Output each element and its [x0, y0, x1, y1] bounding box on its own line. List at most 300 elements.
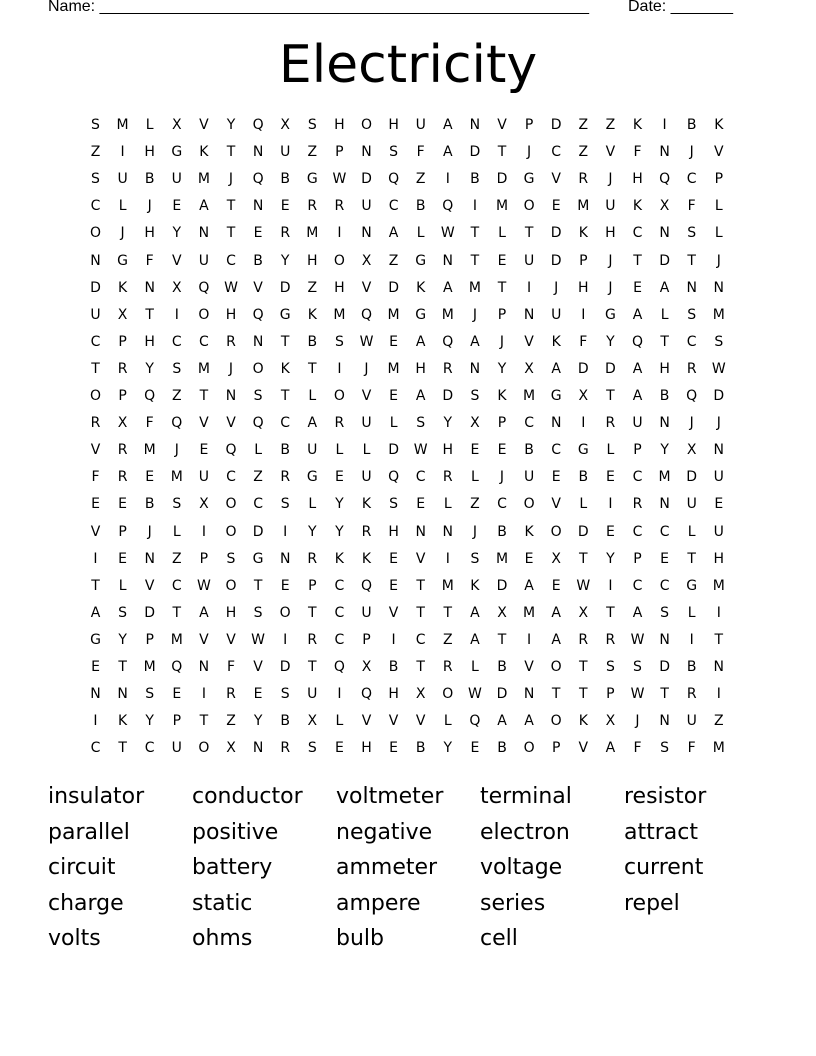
- grid-letter: N: [713, 279, 725, 296]
- word-bank-item: positive: [192, 819, 279, 845]
- grid-letter: T: [308, 360, 317, 377]
- grid-letter: E: [389, 333, 399, 350]
- grid-letter: X: [659, 198, 670, 215]
- grid-letter: K: [551, 333, 561, 350]
- grid-letter: G: [171, 144, 183, 161]
- grid-letter: L: [660, 306, 669, 323]
- grid-letter: E: [91, 659, 100, 675]
- grid-letter: V: [578, 740, 589, 757]
- grid-letter: L: [389, 415, 398, 432]
- grid-letter: H: [144, 225, 155, 242]
- grid-letter: L: [443, 496, 452, 513]
- grid-letter: T: [308, 604, 317, 621]
- grid-letter: U: [361, 604, 372, 621]
- grid-letter: W: [413, 442, 428, 459]
- grid-letter: U: [632, 415, 643, 432]
- grid-letter: M: [523, 388, 536, 404]
- grid-letter: E: [389, 577, 399, 594]
- grid-letter: H: [415, 360, 426, 377]
- grid-row: [82, 491, 742, 518]
- grid-letter: U: [523, 469, 535, 486]
- grid-letter: I: [201, 523, 206, 540]
- grid-letter: B: [686, 117, 697, 133]
- grid-letter: Y: [660, 442, 669, 459]
- grid-letter: F: [579, 333, 588, 350]
- grid-letter: J: [364, 360, 369, 377]
- grid-letter: Z: [578, 117, 589, 133]
- grid-letter: L: [714, 225, 723, 242]
- grid-letter: N: [659, 631, 670, 648]
- grid-letter: I: [283, 523, 288, 540]
- grid-letter: S: [172, 360, 182, 377]
- grid-letter: D: [550, 252, 562, 269]
- grid-letter: Y: [443, 740, 453, 757]
- grid-letter: R: [686, 686, 697, 703]
- grid-letter: V: [524, 333, 534, 350]
- grid-letter: Z: [415, 171, 426, 188]
- grid-letter: Q: [198, 279, 210, 296]
- grid-letter: Q: [659, 171, 671, 188]
- grid-letter: T: [118, 740, 127, 757]
- grid-letter: T: [91, 577, 100, 594]
- grid-letter: T: [714, 631, 724, 648]
- grid-letter: B: [497, 659, 507, 675]
- grid-letter: Q: [171, 415, 183, 432]
- grid-letter: R: [226, 686, 236, 703]
- grid-letter: M: [712, 740, 725, 757]
- grid-letter: B: [686, 659, 697, 675]
- grid-letter: O: [550, 659, 562, 675]
- grid-letter: P: [308, 577, 317, 594]
- grid-letter: L: [118, 198, 127, 215]
- grid-letter: N: [252, 333, 264, 350]
- grid-letter: L: [416, 225, 425, 242]
- grid-letter: E: [389, 388, 399, 404]
- grid-letter: O: [198, 740, 210, 757]
- grid-letter: E: [551, 577, 561, 594]
- grid-letter: K: [632, 117, 643, 133]
- grid-letter: K: [416, 279, 426, 296]
- grid-letter: P: [606, 686, 615, 703]
- grid-letter: T: [470, 252, 480, 269]
- grid-letter: P: [497, 306, 507, 323]
- grid-letter: L: [362, 442, 371, 459]
- grid-letter: S: [605, 659, 615, 675]
- grid-letter: D: [605, 360, 616, 377]
- grid-letter: U: [523, 252, 535, 269]
- grid-letter: O: [198, 306, 210, 323]
- grid-letter: W: [630, 631, 645, 648]
- grid-letter: Z: [307, 279, 318, 296]
- word-bank-item: voltage: [480, 855, 563, 880]
- grid-row: [82, 654, 742, 681]
- grid-letter: Y: [118, 631, 127, 648]
- grid-letter: M: [116, 117, 129, 133]
- grid-letter: S: [389, 144, 399, 161]
- grid-letter: U: [361, 198, 372, 215]
- grid-letter: J: [554, 279, 559, 296]
- grid-letter: U: [605, 198, 616, 215]
- grid-letter: S: [226, 550, 236, 567]
- grid-letter: R: [307, 631, 318, 648]
- grid-letter: K: [199, 144, 209, 161]
- grid-letter: R: [442, 360, 453, 377]
- grid-letter: X: [307, 713, 318, 730]
- grid-letter: A: [605, 740, 616, 757]
- grid-letter: T: [497, 631, 507, 648]
- grid-letter: H: [307, 252, 318, 269]
- grid-letter: T: [497, 144, 507, 161]
- grid-letter: U: [415, 117, 426, 133]
- grid-letter: L: [145, 117, 154, 133]
- grid-letter: M: [387, 360, 400, 377]
- grid-letter: B: [415, 198, 426, 215]
- grid-letter: I: [581, 415, 586, 432]
- grid-letter: T: [660, 686, 669, 703]
- grid-letter: T: [551, 686, 561, 703]
- grid-letter: J: [120, 225, 125, 242]
- grid-letter: O: [442, 686, 454, 703]
- grid-letter: I: [581, 306, 586, 323]
- grid-letter: K: [307, 306, 317, 323]
- word-bank-item: attract: [624, 819, 698, 845]
- grid-letter: P: [118, 333, 127, 350]
- grid-letter: T: [145, 306, 154, 323]
- grid-letter: Q: [360, 577, 373, 594]
- grid-letter: N: [252, 144, 264, 161]
- grid-letter: I: [174, 306, 179, 323]
- grid-letter: A: [388, 225, 399, 242]
- grid-letter: R: [361, 523, 372, 540]
- grid-letter: R: [632, 496, 643, 513]
- grid-letter: D: [144, 604, 156, 621]
- grid-letter: U: [171, 740, 182, 757]
- grid-letter: D: [442, 388, 454, 404]
- grid-letter: S: [253, 604, 263, 621]
- grid-letter: H: [361, 740, 372, 757]
- grid-letter: T: [118, 659, 127, 675]
- grid-letter: V: [415, 550, 426, 567]
- grid-letter: X: [226, 740, 236, 757]
- grid-letter: U: [171, 171, 182, 188]
- grid-letter: X: [524, 360, 534, 377]
- grid-letter: O: [252, 360, 264, 377]
- grid-letter: Z: [714, 713, 724, 730]
- grid-letter: E: [172, 686, 182, 703]
- grid-letter: D: [496, 577, 508, 594]
- grid-letter: E: [91, 496, 100, 513]
- grid-letter: J: [608, 171, 613, 188]
- word-bank-item: cell: [480, 926, 518, 951]
- grid-letter: I: [445, 171, 450, 188]
- grid-letter: H: [388, 686, 399, 703]
- grid-letter: Y: [145, 360, 154, 377]
- grid-letter: V: [524, 659, 534, 675]
- grid-letter: K: [632, 198, 643, 215]
- grid-letter: S: [416, 415, 426, 432]
- grid-letter: P: [118, 523, 127, 540]
- grid-letter: R: [117, 469, 128, 486]
- grid-letter: V: [253, 279, 263, 296]
- grid-letter: O: [360, 117, 373, 133]
- grid-letter: N: [659, 144, 670, 161]
- grid-letter: S: [334, 333, 344, 350]
- grid-letter: H: [144, 333, 155, 350]
- word-bank-item: terminal: [480, 784, 572, 809]
- grid-letter: J: [499, 333, 505, 350]
- grid-letter: D: [361, 171, 372, 188]
- grid-letter: O: [550, 523, 562, 540]
- grid-letter: O: [225, 523, 237, 540]
- grid-letter: Y: [253, 713, 263, 730]
- grid-letter: B: [144, 496, 155, 513]
- grid-letter: B: [497, 523, 507, 540]
- grid-letter: W: [359, 333, 374, 350]
- grid-letter: T: [687, 252, 696, 269]
- grid-letter: N: [279, 550, 291, 567]
- grid-letter: C: [388, 198, 399, 215]
- grid-letter: Q: [252, 306, 264, 323]
- grid-letter: T: [280, 333, 290, 350]
- grid-letter: X: [578, 604, 589, 621]
- grid-letter: Y: [335, 496, 344, 513]
- grid-row: [82, 735, 742, 762]
- grid-letter: X: [172, 117, 182, 133]
- grid-letter: J: [499, 469, 505, 486]
- grid-letter: E: [280, 198, 290, 215]
- grid-letter: C: [171, 577, 182, 594]
- grid-letter: E: [280, 577, 290, 594]
- grid-letter: H: [442, 442, 454, 459]
- grid-letter: M: [143, 442, 156, 459]
- grid-letter: N: [90, 252, 101, 269]
- grid-letter: D: [577, 360, 589, 377]
- grid-letter: V: [361, 713, 372, 730]
- grid-letter: R: [686, 360, 697, 377]
- grid-letter: C: [659, 577, 670, 594]
- grid-letter: Y: [145, 713, 154, 730]
- grid-letter: W: [467, 686, 482, 703]
- grid-row: [82, 329, 742, 356]
- grid-letter: T: [687, 550, 696, 567]
- grid-letter: R: [578, 171, 589, 188]
- grid-letter: N: [523, 306, 535, 323]
- grid-letter: D: [279, 659, 291, 675]
- grid-row: [82, 573, 742, 600]
- grid-letter: L: [443, 713, 452, 730]
- grid-letter: A: [551, 360, 561, 377]
- grid-letter: Q: [442, 198, 454, 215]
- grid-row: [82, 112, 742, 139]
- grid-letter: N: [523, 686, 535, 703]
- grid-letter: R: [280, 469, 291, 486]
- grid-letter: S: [91, 171, 100, 188]
- grid-letter: P: [118, 388, 127, 404]
- grid-letter: F: [687, 198, 696, 215]
- grid-letter: K: [118, 713, 128, 730]
- grid-letter: V: [551, 171, 561, 188]
- grid-letter: A: [497, 713, 507, 730]
- grid-letter: A: [632, 360, 643, 377]
- grid-letter: T: [660, 333, 669, 350]
- grid-letter: Y: [308, 523, 317, 540]
- grid-letter: V: [415, 713, 426, 730]
- grid-letter: L: [172, 523, 181, 540]
- grid-letter: K: [714, 117, 724, 133]
- grid-letter: U: [198, 252, 210, 269]
- grid-letter: I: [93, 713, 98, 730]
- word-bank-item: bulb: [336, 926, 384, 951]
- grid-letter: E: [389, 740, 399, 757]
- word-bank-item: current: [624, 855, 704, 880]
- grid-letter: N: [198, 225, 210, 242]
- grid-letter: C: [524, 415, 534, 432]
- grid-letter: M: [306, 225, 319, 242]
- grid-letter: C: [334, 631, 345, 648]
- grid-letter: D: [686, 469, 698, 486]
- grid-letter: G: [252, 550, 264, 567]
- grid-letter: N: [659, 225, 670, 242]
- grid-letter: C: [551, 442, 562, 459]
- grid-letter: G: [306, 171, 318, 188]
- grid-letter: N: [469, 117, 481, 133]
- grid-letter: Q: [144, 388, 156, 404]
- grid-letter: E: [551, 198, 561, 215]
- grid-letter: Y: [172, 225, 182, 242]
- grid-letter: I: [716, 604, 721, 621]
- grid-letter: K: [497, 388, 507, 404]
- grid-letter: I: [337, 360, 342, 377]
- grid-letter: A: [470, 631, 480, 648]
- grid-letter: M: [523, 604, 536, 621]
- grid-letter: R: [334, 415, 345, 432]
- grid-letter: E: [497, 252, 507, 269]
- grid-letter: A: [199, 604, 209, 621]
- grid-letter: J: [689, 144, 694, 161]
- grid-letter: I: [527, 631, 532, 648]
- grid-letter: W: [576, 577, 591, 594]
- grid-letter: V: [497, 117, 507, 133]
- word-bank-item: ampere: [336, 890, 421, 916]
- grid-letter: T: [416, 577, 425, 594]
- grid-letter: L: [470, 659, 479, 675]
- page-title: Electricity: [278, 35, 538, 95]
- grid-row: [82, 166, 742, 193]
- grid-letter: R: [442, 469, 453, 486]
- grid-letter: K: [524, 523, 534, 540]
- word-bank-item: static: [192, 890, 253, 916]
- grid-letter: J: [716, 252, 721, 269]
- grid-letter: G: [523, 171, 535, 188]
- grid-letter: A: [307, 415, 318, 432]
- grid-letter: U: [198, 469, 210, 486]
- grid-letter: Z: [90, 144, 101, 161]
- grid-letter: F: [687, 740, 696, 757]
- grid-letter: R: [307, 198, 318, 215]
- grid-letter: G: [90, 631, 101, 648]
- grid-letter: P: [199, 550, 209, 567]
- grid-letter: N: [252, 198, 264, 215]
- grid-letter: E: [524, 550, 534, 567]
- grid-row: [82, 708, 742, 735]
- grid-letter: A: [632, 604, 643, 621]
- grid-letter: J: [635, 713, 640, 730]
- word-bank-item: resistor: [624, 784, 707, 809]
- grid-letter: N: [442, 252, 454, 269]
- grid-letter: H: [713, 550, 725, 567]
- grid-letter: L: [335, 713, 344, 730]
- grid-letter: N: [144, 550, 155, 567]
- grid-letter: B: [388, 659, 399, 675]
- grid-letter: M: [387, 306, 400, 323]
- grid-letter: H: [578, 279, 589, 296]
- grid-row: [82, 383, 742, 410]
- grid-letter: E: [253, 686, 263, 703]
- grid-letter: H: [225, 604, 237, 621]
- grid-letter: Q: [360, 306, 373, 323]
- grid-letter: V: [199, 117, 209, 133]
- grid-letter: V: [253, 659, 263, 675]
- grid-letter: E: [470, 740, 480, 757]
- grid-letter: T: [579, 659, 588, 675]
- grid-letter: R: [442, 659, 453, 675]
- grid-letter: B: [659, 388, 670, 404]
- grid-letter: Y: [606, 550, 615, 567]
- grid-row: [82, 627, 742, 654]
- grid-letter: G: [117, 252, 129, 269]
- grid-letter: U: [280, 144, 291, 161]
- grid-letter: M: [441, 306, 454, 323]
- grid-letter: S: [660, 740, 670, 757]
- grid-letter: Z: [605, 117, 616, 133]
- grid-letter: C: [415, 631, 426, 648]
- grid-letter: Q: [469, 713, 481, 730]
- grid-letter: D: [252, 523, 264, 540]
- grid-letter: P: [497, 415, 507, 432]
- grid-letter: R: [280, 225, 291, 242]
- grid-letter: Z: [578, 144, 589, 161]
- grid-letter: P: [579, 252, 588, 269]
- grid-letter: K: [578, 713, 588, 730]
- grid-letter: L: [687, 523, 696, 540]
- grid-letter: T: [280, 388, 290, 404]
- grid-letter: H: [659, 360, 670, 377]
- word-bank-item: series: [480, 890, 546, 916]
- grid-letter: M: [170, 469, 183, 486]
- grid-letter: C: [334, 577, 345, 594]
- grid-letter: M: [333, 306, 346, 323]
- grid-letter: O: [523, 496, 535, 513]
- grid-letter: R: [280, 740, 291, 757]
- grid-letter: T: [308, 659, 317, 675]
- grid-letter: E: [334, 740, 344, 757]
- grid-letter: X: [117, 306, 128, 323]
- grid-letter: S: [280, 686, 290, 703]
- grid-letter: N: [659, 415, 670, 432]
- grid-letter: X: [415, 686, 426, 703]
- word-bank-item: ammeter: [336, 855, 438, 880]
- grid-letter: J: [228, 360, 234, 377]
- grid-letter: Z: [307, 144, 318, 161]
- grid-letter: B: [253, 252, 263, 269]
- grid-letter: S: [118, 604, 128, 621]
- word-bank-item: ohms: [192, 926, 253, 951]
- grid-letter: S: [307, 740, 317, 757]
- word-bank-item: circuit: [48, 855, 116, 880]
- grid-letter: E: [118, 550, 128, 567]
- grid-letter: K: [334, 550, 344, 567]
- grid-letter: A: [551, 604, 561, 621]
